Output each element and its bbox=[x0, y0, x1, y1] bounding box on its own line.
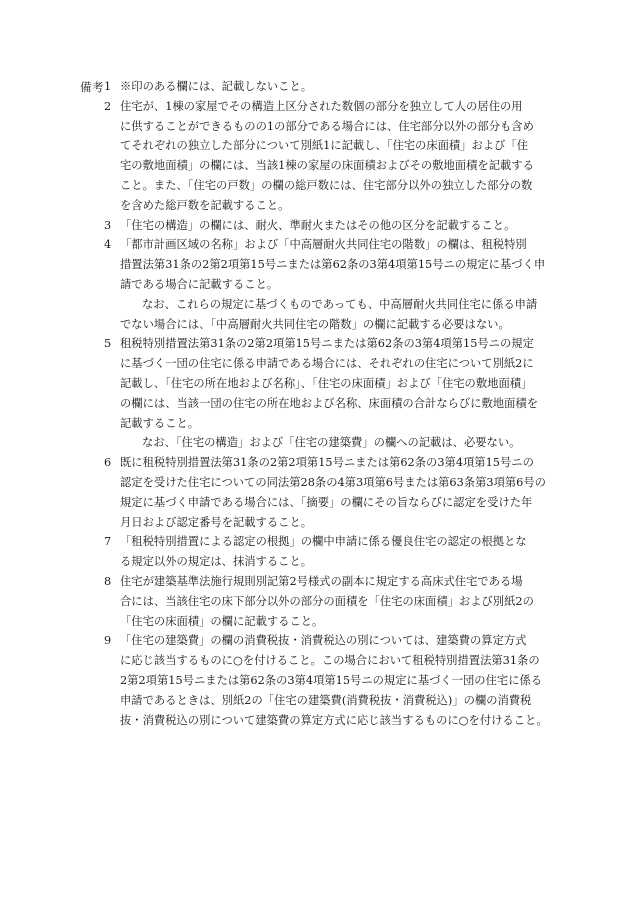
note-line: 既に租税特別措置法第31条の2第2項第15号ニまたは第62条の3第4項第15号ニの bbox=[120, 456, 534, 470]
note-line: に基づく一団の住宅に係る申請である場合には、それぞれの住宅について別紙2に bbox=[120, 357, 534, 371]
note-item bbox=[104, 334, 614, 453]
note-item bbox=[104, 631, 614, 730]
note-line: 請である場合に記載すること。 bbox=[120, 277, 279, 291]
note-line: てそれぞれの独立した部分について別紙1に記載し、「住宅の床面積」および「住 bbox=[120, 139, 529, 153]
note-supplement-line: なお、これらの規定に基づくものであっても、中高層耐火共同住宅に係る申請 bbox=[142, 297, 538, 311]
note-number: 5 bbox=[104, 337, 112, 351]
notes-label: 備考 bbox=[80, 80, 104, 94]
note-line: ※印のある欄には、記載しないこと。 bbox=[120, 80, 313, 93]
note-line: 措置法第31条の2第2項第15号ニまたは第62条の3第4項第15号ニの規定に基づく申 bbox=[120, 258, 546, 272]
note-line: 「住宅の床面積」の欄に記載すること。 bbox=[120, 614, 324, 628]
note-line: 租税特別措置法第31条の2第2項第15号ニまたは第62条の3第4項第15号ニの規定 bbox=[120, 337, 534, 351]
note-line: 「租税特別措置による認定の根拠」の欄中申請に係る優良住宅の認定の根拠とな bbox=[120, 535, 527, 549]
note-number: 7 bbox=[104, 535, 112, 549]
note-line: 記載し、「住宅の所在地および名称」、「住宅の床面積」および「住宅の敷地面積」 bbox=[120, 376, 533, 390]
note-number: 9 bbox=[104, 634, 112, 648]
note-item bbox=[104, 77, 614, 97]
note-line: こと。また、「住宅の戸数」の欄の総戸数には、住宅部分以外の独立した部分の数 bbox=[120, 178, 533, 192]
note-line: 月日および認定番号を記載すること。 bbox=[120, 515, 313, 529]
note-supplement-line: なお、「住宅の構造」および「住宅の建築費」の欄への記載は、必要ない。 bbox=[142, 436, 521, 450]
note-line: 宅の敷地面積」の欄には、当該1棟の家屋の床面積およびその敷地面積を記載する bbox=[120, 159, 534, 173]
note-number: 8 bbox=[104, 574, 112, 588]
note-line: 住宅が、1棟の家屋でその構造上区分された数個の部分を独立して人の居住の用 bbox=[120, 99, 523, 113]
notes-list bbox=[104, 77, 614, 730]
note-item bbox=[104, 572, 614, 631]
note-number: 6 bbox=[104, 456, 112, 470]
note-line: る規定以外の規定は、抹消すること。 bbox=[120, 555, 313, 569]
note-number: 1 bbox=[104, 80, 112, 93]
note-line: に供することができるものの1の部分である場合には、住宅部分以外の部分も含め bbox=[120, 119, 534, 133]
note-line: 住宅が建築基準法施行規則別記第2号様式の副本に規定する高床式住宅である場 bbox=[120, 574, 523, 588]
note-line: 認定を受けた住宅についての同法第28条の4第3項第6号または第63条第3項第6号の bbox=[120, 475, 546, 489]
note-line: 抜・消費税込の別について建築費の算定方式に応じ該当するものに○を付けること。 bbox=[120, 713, 548, 727]
note-line: 2第2項第15号ニまたは第62条の3第4項第15号ニの規定に基づく一団の住宅に係る bbox=[120, 673, 543, 687]
note-item bbox=[104, 97, 614, 216]
note-number: 3 bbox=[104, 218, 112, 232]
note-line: を含めた総戸数を記載すること。 bbox=[120, 198, 290, 212]
note-line: 「住宅の建築費」の欄の消費税抜・消費税込の別については、建築費の算定方式 bbox=[120, 634, 527, 648]
note-line: 合には、当該住宅の床下部分以外の部分の面積を「住宅の床面積」および別紙2の bbox=[120, 594, 534, 608]
note-number: 4 bbox=[104, 238, 112, 252]
note-line: 規定に基づく申請である場合には、「摘要」の欄にその旨ならびに認定を受けた年 bbox=[120, 495, 533, 509]
note-item bbox=[104, 453, 614, 532]
note-number: 2 bbox=[104, 99, 112, 113]
note-item bbox=[104, 216, 614, 236]
note-item bbox=[104, 235, 614, 334]
note-line: に応じ該当するものに○を付けること。この場合において租税特別措置法第31条の bbox=[120, 654, 540, 668]
note-item bbox=[104, 532, 614, 572]
note-supplement-line: でない場合には、「中高層耐火共同住宅の階数」の欄に記載する必要はない。 bbox=[120, 317, 510, 331]
note-line: 申請であるときは、別紙2の「住宅の建築費(消費税抜・消費税込)」の欄の消費税 bbox=[120, 693, 532, 707]
note-line: の欄には、当該一団の住宅の所在地および名称、床面積の合計ならびに敷地面積を bbox=[120, 396, 538, 410]
note-line: 記載すること。 bbox=[120, 416, 200, 430]
note-line: 「都市計画区域の名称」および「中高層耐火共同住宅の階数」の欄は、租税特別 bbox=[120, 238, 527, 252]
note-line: 「住宅の構造」の欄には、耐火、準耐火またはその他の区分を記載すること。 bbox=[120, 218, 516, 232]
